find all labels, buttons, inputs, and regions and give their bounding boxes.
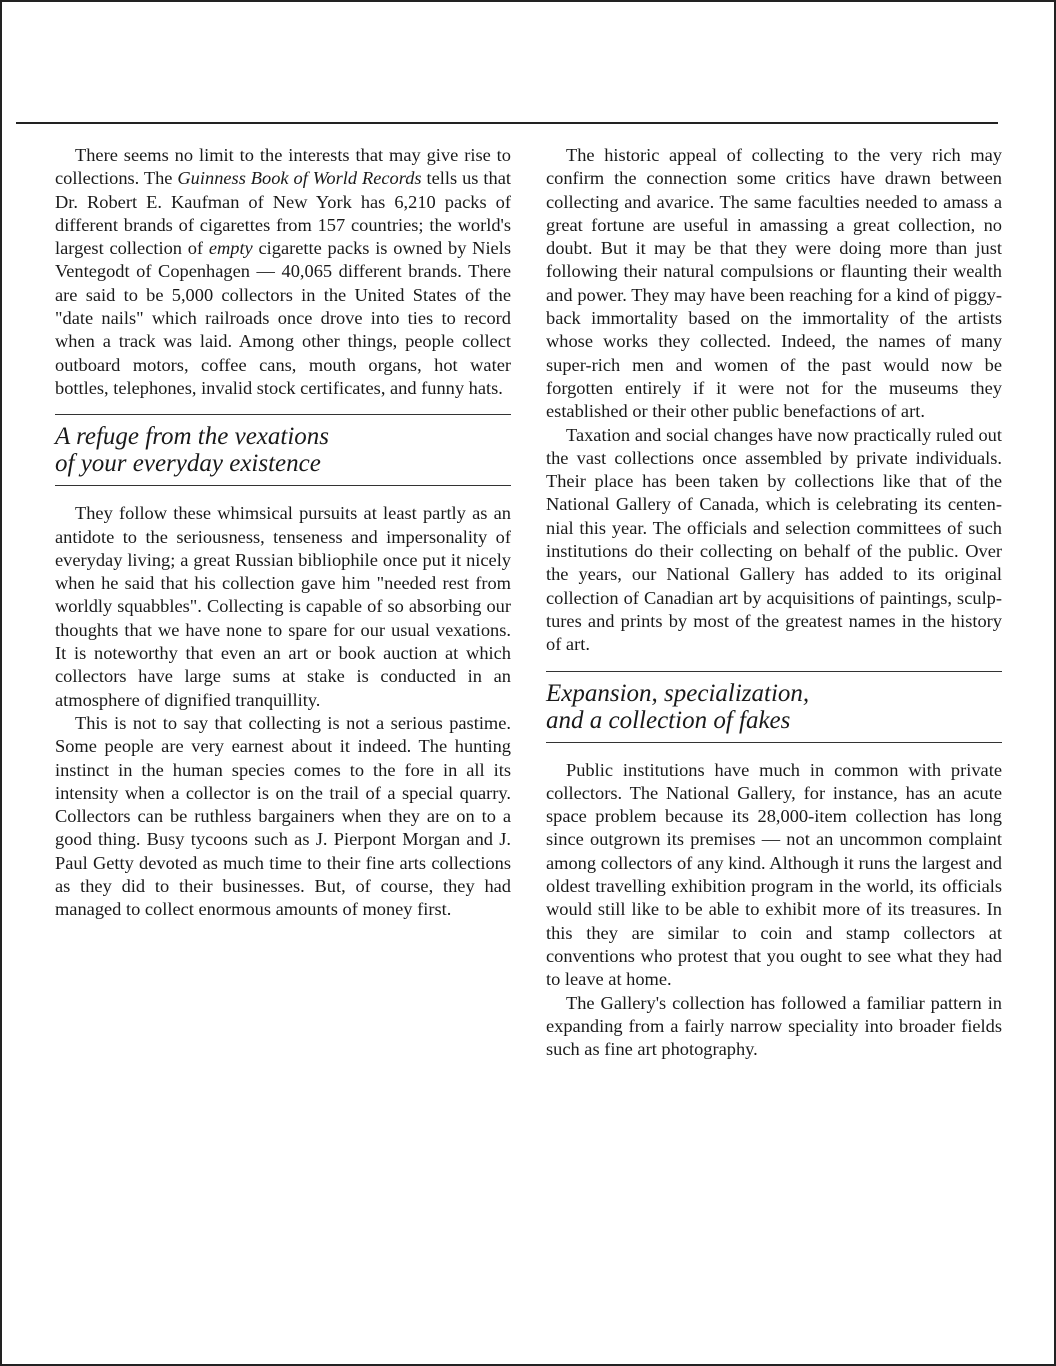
text-run: There seems no limit to the interests that may give rise to collections. The [55,145,511,189]
section-heading-expansion [546,671,1002,743]
paragraph-whimsical-pursuits: They follow these whimsical pursuits at least partly as an antidote to the seriousness, tenseness and impersonality of everyday living; a great Russian bibliophile once put it nicely when he said that his collection gave him "needed rest from worldly squabbles". Collecting is capable of so absorbing our thoughts that we have none to spare for our usual vexations. It is noteworthy that even an art or book auction at which collectors have large sums at stake is conducted in an atmosphere of dignified tranquillity. [55,503,511,710]
paragraph-taxation: Taxation and social changes have now practically ruled out the vast collections once assembled by private individuals. Their place has been taken by collections like that of the National Gallery of Canada, which is celebrating its centennial this year. The officials and selection committees of such institutions do their collecting on behalf of the public. Over the years, our National Gallery has added to its original collection of Canadian art by acquisitions of paintings, sculptures and prints by most of the greatest names in the history of art. [546,424,1002,655]
section-heading-refuge [55,414,511,486]
paragraph-gallery-collection: The Gallery's collection has followed a familiar pattern in expanding from a fairly narrow speciality into broader fields such as fine art photography. [546,992,1002,1060]
emphasis-word: empty [208,238,253,259]
paragraph-historic-appeal: The historic appeal of collecting to the very rich may confirm the connection some critics have drawn between collecting and avarice. The same faculties needed to amass a great fortune are useful in amassing a great collection, no doubt. But it may be that they were doing more than just following their natural compulsions or flaunting their wealth and power. They may have been reaching for a kind of piggy-back immortality based on the immortality of the artists whose works they collected. Indeed, the names of many super-rich men and women of the past would now be forgotten entirely if it were not for the museums they established or their other public benefactions of art. [546,145,1002,422]
text-run: cigarette packs is owned by Niels Ventegodt of Copenhagen — 40,065 different brands. There are said to be 5,000 collectors in the United States of the "date nails" which railroads once drove into ties to record when a track was laid. Among other things, people collect outboard motors, coffee cans, mouth organs, hot water bottles, telephones, invalid stock certificates, and funny hats. [55,238,511,398]
section-title-line-1: Expansion, specialization, [546,679,810,707]
section-title-line-1: A refuge from the vexations [55,423,330,451]
section-title [546,672,1002,742]
text-run: tells us that Dr. Robert E. Kaufman of New York has 6,210 packs of different brands of cigarettes from 157 countries; the world's largest collection of [55,168,511,259]
top-rule [16,122,998,124]
paragraph-collections-interests [55,144,511,400]
section-title-line-2: of your everyday existence [55,450,321,478]
left-column [55,144,511,922]
book-title: Guinness Book of World Records [177,168,422,189]
section-title [55,415,511,485]
heading-rule-bottom [55,485,511,486]
heading-rule-bottom [546,742,1002,743]
paragraph-public-institutions: Public institutions have much in common with private collectors. The National Gallery, for instance, has an acute space problem because its 28,000-item collection has long since outgrown its premises — not an uncommon complaint among collectors of any kind. Although it runs the largest and oldest travelling exhibition program in the world, its officials would still like to be able to exhibit more of its treasures. In this they are similar to coin and stamp collectors at conventions who protest that you ought to see what they had to leave at home. [546,759,1002,990]
section-title-line-2: and a collection of fakes [546,706,791,734]
right-column [546,144,1002,1061]
paragraph-serious-pastime: This is not to say that collecting is not a serious pastime. Some people are very earnest about it indeed. The hunting instinct in the human species comes to the fore in all its intensity when a collector is on the trail of a special quarry. Collectors can be ruthless bargainers when they are on to a good thing. Busy tycoons such as J. Pierpont Morgan and J. Paul Getty devoted as much time to their fine arts collections as they did to their businesses. But, of course, they had managed to collect enormous amounts of money first. [55,712,511,920]
